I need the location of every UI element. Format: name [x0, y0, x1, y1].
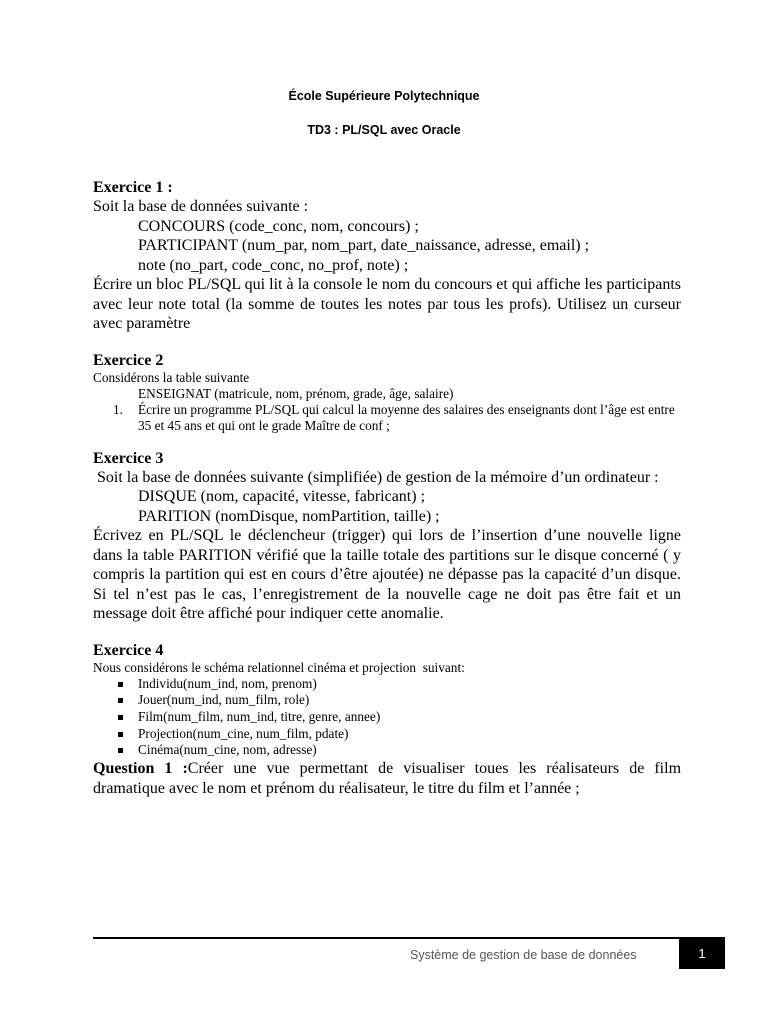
list-item — [93, 402, 681, 434]
list-item: Individu(num_ind, nom, prenom) — [93, 676, 681, 693]
footer-divider — [93, 937, 725, 939]
list-item: Jouer(num_ind, num_film, role) — [93, 692, 681, 709]
document-title: TD3 : PL/SQL avec Oracle — [307, 123, 461, 137]
exercise-4 — [93, 641, 681, 799]
question-text: Créer une vue permettant de visualiser toues les réalisateurs de film dramatique avec le nom et prénom du réalisateur, le titre du film et l’année ; — [93, 760, 682, 797]
exercise-2-list — [93, 402, 681, 434]
exercise-3-intro: Soit la base de données suivante (simplifiée) de gestion de la mémoire d’un ordinateur : — [93, 468, 659, 486]
exercise-3 — [93, 449, 681, 624]
exercise-2 — [93, 351, 681, 434]
list-item: Projection(num_cine, num_film, pdate) — [93, 726, 681, 743]
exercise-3-table: DISQUE (nom, capacité, vitesse, fabricant) ; — [138, 488, 426, 505]
school-name: École Supérieure Polytechnique — [288, 89, 480, 103]
exercise-4-schema-list — [93, 676, 681, 760]
exercise-1-table: CONCOURS (code_conc, nom, concours) ; — [138, 217, 419, 235]
footer-course-title: Système de gestion de base de données — [410, 948, 637, 962]
document-body — [93, 178, 681, 798]
exercise-4-intro: Nous considérons le schéma relationnel cinéma et projection suivant: — [93, 659, 465, 675]
exercise-1-intro: Soit la base de données suivante : — [93, 198, 309, 215]
exercise-1-statement: Écrire un bloc PL/SQL qui lit à la console le nom du concours et qui affiche les participants avec leur note total (la somme de toutes les notes par tous les profs). Utilisez un curseur avec paramètre — [93, 276, 681, 332]
list-item: Cinéma(num_cine, nom, adresse) — [93, 742, 681, 759]
list-item-text: Écrire un programme PL/SQL qui calcul la moyenne des salaires des enseignants dont l’âge est entre 35 et 45 ans et qui ont le grade Maître de conf ; — [138, 401, 675, 433]
page-number: 1 — [679, 938, 725, 969]
question-label: Question 1 : — [93, 760, 188, 778]
exercise-2-intro: Considérons la table suivante — [93, 369, 250, 385]
list-item: Film(num_film, num_ind, titre, genre, annee) — [93, 709, 681, 726]
exercise-4-question-1 — [93, 759, 681, 798]
exercise-1 — [93, 178, 681, 334]
exercise-2-table: ENSEIGNAT (matricule, nom, prénom, grade, âge, salaire) — [138, 385, 454, 401]
exercise-1-title: Exercice 1 : — [93, 179, 173, 196]
exercise-1-table: PARTICIPANT (num_par, nom_part, date_naissance, adresse, email) ; — [138, 237, 590, 254]
exercise-2-title: Exercice 2 — [93, 351, 164, 369]
exercise-1-table: note (no_part, code_conc, no_prof, note) ; — [138, 256, 409, 274]
exercise-3-statement: Écrivez en PL/SQL le déclencheur (trigger) qui lors de l’insertion d’une nouvelle ligne dans la table PARITION vérifié que la taille totale des partitions sur le disque concerné ( y compris la partition qui est en cours d’être ajoutée) ne dépasse pas la capacité d’un disque. Si tel n’est pas le cas, l’enregistrement de la nouvelle cage ne doit pas être fait et un message doit être affiché pour indiquer cette anomalie. — [93, 527, 681, 622]
exercise-3-title: Exercice 3 — [93, 449, 164, 467]
exercise-3-table: PARITION (nomDisque, nomPartition, taille) ; — [138, 507, 440, 525]
exercise-4-title: Exercice 4 — [93, 641, 164, 659]
list-item-number: 1. — [113, 401, 123, 417]
